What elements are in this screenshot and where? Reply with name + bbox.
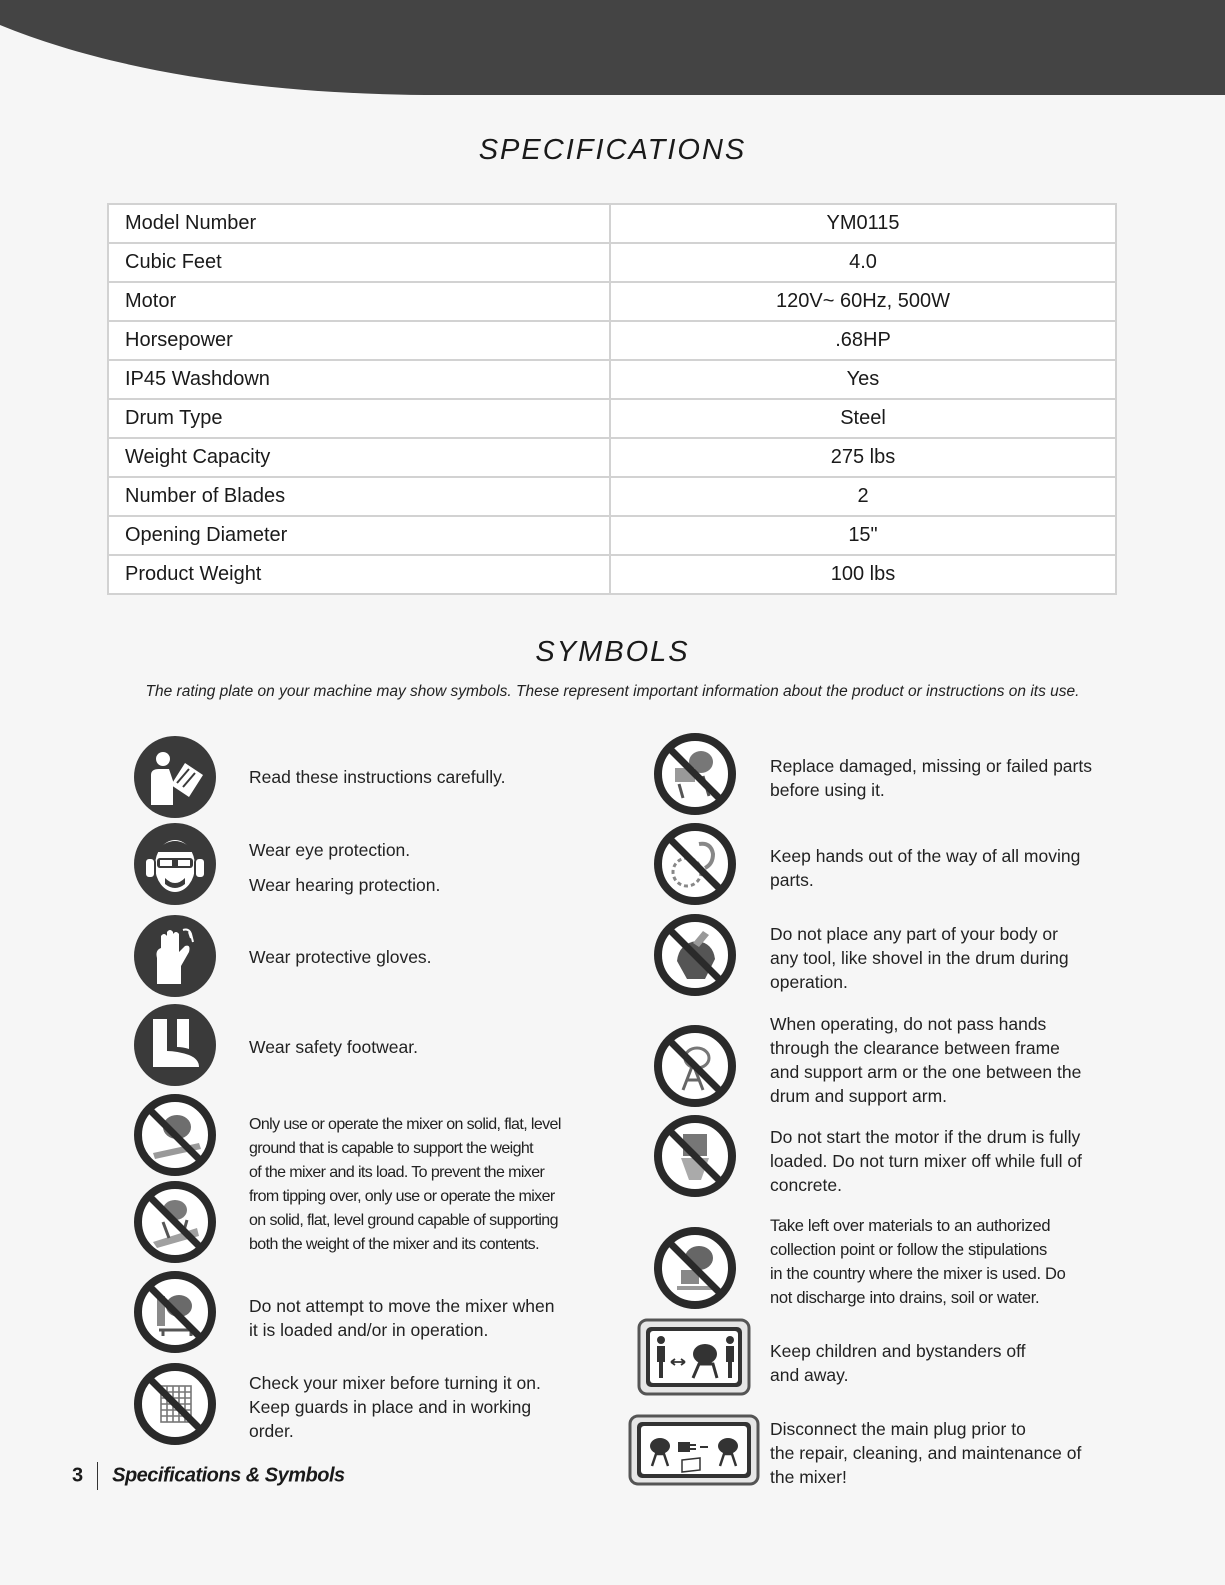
symbol-text-line: order.	[249, 1421, 294, 1441]
symbol-text-line: parts.	[770, 870, 814, 890]
no-missing-guard-icon	[133, 1362, 217, 1446]
symbol-text-line: Do not place any part of your body or	[770, 924, 1058, 944]
spec-value: 4.0	[610, 243, 1116, 282]
no-hands-clearance-icon	[653, 1024, 737, 1108]
symbol-text-line: Replace damaged, missing or failed parts	[770, 756, 1092, 776]
symbol-text-line: Check your mixer before turning it on.	[249, 1373, 541, 1393]
safety-footwear-icon	[133, 1003, 217, 1087]
table-row	[108, 516, 1116, 555]
symbol-text-bystanders	[770, 1339, 1026, 1387]
symbol-text-footwear	[249, 1035, 418, 1059]
symbol-text-line: and away.	[770, 1365, 849, 1385]
symbol-text-line: from tipping over, only use or operate the mixer	[249, 1188, 555, 1205]
symbol-text-line: any tool, like shovel in the drum during	[770, 948, 1069, 968]
no-discharge-drains-icon	[653, 1226, 737, 1310]
spec-value: YM0115	[610, 204, 1116, 243]
spec-label: IP45 Washdown	[108, 360, 610, 399]
spec-label: Number of Blades	[108, 477, 610, 516]
symbol-text-line: not discharge into drains, soil or water.	[770, 1289, 1040, 1307]
footer-divider	[97, 1462, 98, 1490]
symbol-text-line: and support arm or the one between the	[770, 1062, 1082, 1082]
symbol-text-line: the mixer!	[770, 1467, 847, 1487]
spec-label: Drum Type	[108, 399, 610, 438]
table-row	[108, 204, 1116, 243]
spec-label: Opening Diameter	[108, 516, 610, 555]
keep-bystanders-away-icon	[637, 1318, 751, 1396]
symbol-text-line: Read these instructions carefully.	[249, 767, 506, 787]
no-move-loaded-icon	[133, 1270, 217, 1354]
spec-label: Cubic Feet	[108, 243, 610, 282]
eye-hearing-protection-icon	[133, 822, 217, 906]
specifications-table	[107, 203, 1117, 595]
symbol-text-line: concrete.	[770, 1175, 842, 1195]
table-row	[108, 282, 1116, 321]
symbol-text-line: loaded. Do not turn mixer off while full of	[770, 1151, 1082, 1171]
symbol-text-line: both the weight of the mixer and its contents.	[249, 1236, 539, 1253]
symbol-text-gloves	[249, 945, 432, 969]
table-row	[108, 399, 1116, 438]
symbol-text-line: Keep guards in place and in working	[249, 1397, 532, 1417]
symbol-text-line: through the clearance between frame	[770, 1038, 1060, 1058]
symbol-text-replace-parts	[770, 754, 1092, 802]
symbol-text-move-mixer	[249, 1294, 554, 1342]
footer-section-title: Specifications & Symbols	[112, 1464, 345, 1487]
spec-value: Steel	[610, 399, 1116, 438]
symbol-text-line: Wear protective gloves.	[249, 947, 432, 967]
spec-value: .68HP	[610, 321, 1116, 360]
disconnect-plug-icon	[628, 1414, 760, 1486]
table-row	[108, 360, 1116, 399]
read-manual-icon	[133, 735, 217, 819]
specifications-title: SPECIFICATIONS	[478, 134, 747, 166]
symbol-text-hands-clearance	[770, 1012, 1081, 1108]
symbol-text-line: of the mixer and its load. To prevent the mixer	[249, 1164, 545, 1181]
table-row	[108, 555, 1116, 594]
no-uneven-ground-icon-2	[133, 1180, 217, 1264]
symbol-text-line: ground that is capable to support the weight	[249, 1140, 534, 1157]
page-number: 3	[72, 1464, 84, 1487]
spec-value: 15"	[610, 516, 1116, 555]
no-start-full-icon	[653, 1114, 737, 1198]
symbol-text-line: When operating, do not pass hands	[770, 1014, 1047, 1034]
symbol-text-read-instructions	[249, 765, 505, 789]
symbol-text-body-in-drum	[770, 922, 1069, 994]
symbol-text-line: drum and support arm.	[770, 1086, 948, 1106]
page-footer	[72, 1462, 345, 1490]
symbol-text-line: Do not start the motor if the drum is fully	[770, 1127, 1081, 1147]
symbol-text-line: in the country where the mixer is used. Do	[770, 1265, 1066, 1283]
symbol-text-line: Wear safety footwear.	[249, 1037, 418, 1057]
symbol-text-line: operation.	[770, 972, 848, 992]
symbols-title: SYMBOLS	[535, 636, 690, 668]
symbol-text-line: it is loaded and/or in operation.	[249, 1320, 489, 1340]
symbols-intro: The rating plate on your machine may show symbols. These represent important information about the product or instructions on its use.	[145, 683, 1080, 700]
protective-gloves-icon	[133, 914, 217, 998]
spec-value: 100 lbs	[610, 555, 1116, 594]
symbol-text-disconnect-plug	[770, 1417, 1081, 1489]
no-hands-moving-parts-icon	[653, 822, 737, 906]
symbol-text-line: Only use or operate the mixer on solid, flat, level	[249, 1116, 561, 1133]
no-body-in-drum-icon	[653, 913, 737, 997]
symbol-text-line: Wear hearing protection.	[249, 875, 441, 895]
symbol-text-line: Disconnect the main plug prior to	[770, 1419, 1026, 1439]
symbol-text-disposal	[770, 1214, 1066, 1310]
spec-value: 275 lbs	[610, 438, 1116, 477]
no-damaged-parts-icon	[653, 732, 737, 816]
table-row	[108, 438, 1116, 477]
spec-value: 120V~ 60Hz, 500W	[610, 282, 1116, 321]
symbol-text-line: Keep children and bystanders off	[770, 1341, 1026, 1361]
table-row	[108, 321, 1116, 360]
spec-label: Product Weight	[108, 555, 610, 594]
symbol-text-line: Wear eye protection.	[249, 840, 411, 860]
symbol-text-line: Take left over materials to an authorized	[770, 1217, 1051, 1235]
symbol-text-eye-protection	[249, 838, 410, 862]
symbol-text-line: Do not attempt to move the mixer when	[249, 1296, 555, 1316]
table-row	[108, 243, 1116, 282]
spec-label: Model Number	[108, 204, 610, 243]
symbol-text-line: on solid, flat, level ground capable of supporting	[249, 1212, 558, 1229]
header-banner	[0, 0, 1225, 100]
symbol-text-line: collection point or follow the stipulations	[770, 1241, 1047, 1259]
symbol-text-level-ground	[249, 1113, 561, 1257]
symbol-text-line: Keep hands out of the way of all moving	[770, 846, 1081, 866]
table-row	[108, 477, 1116, 516]
no-uneven-ground-icon	[133, 1093, 217, 1177]
spec-label: Horsepower	[108, 321, 610, 360]
symbol-text-hearing-protection	[249, 873, 440, 897]
symbol-text-check-mixer	[249, 1371, 541, 1443]
symbol-text-line: the repair, cleaning, and maintenance of	[770, 1443, 1082, 1463]
symbol-text-start-motor	[770, 1125, 1082, 1197]
spec-label: Weight Capacity	[108, 438, 610, 477]
symbol-text-hands-moving-parts	[770, 844, 1080, 892]
spec-label: Motor	[108, 282, 610, 321]
symbol-text-line: before using it.	[770, 780, 885, 800]
spec-value: 2	[610, 477, 1116, 516]
spec-value: Yes	[610, 360, 1116, 399]
